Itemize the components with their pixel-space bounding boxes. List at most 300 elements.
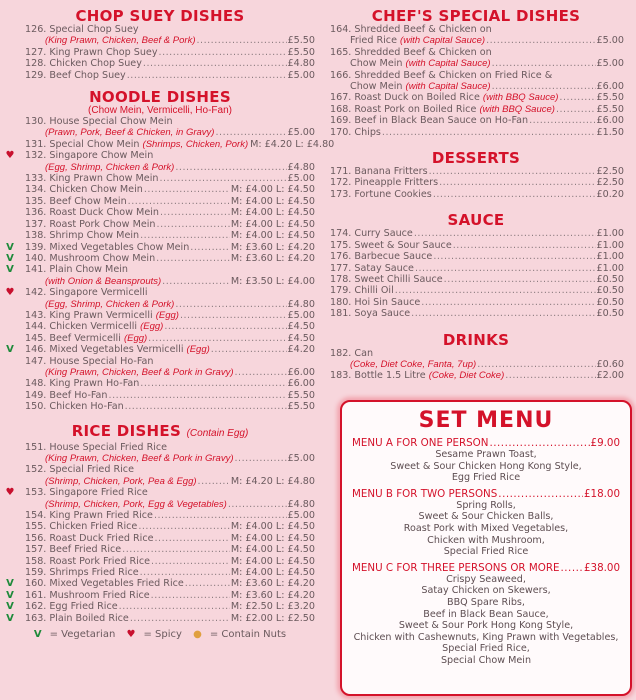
menu-item-row [330, 308, 624, 319]
item-name-wrap [49, 58, 142, 69]
item-name: Mixed Vegetables Chow Mein [49, 241, 190, 253]
item-number: 145. [25, 332, 47, 344]
item-name: Roast Duck on Boiled Rice [354, 92, 480, 104]
item-number: 153. [25, 487, 47, 499]
leader-dots [429, 166, 596, 177]
drinks-heading: DRINKS [442, 330, 510, 349]
item-name-wrap [49, 556, 150, 567]
set-menu-items [342, 500, 630, 558]
set-menu-list [342, 437, 630, 667]
menu-item-row [25, 544, 315, 555]
set-menu-dish: Sweet & Sour Pork Hong Kong Style, [398, 620, 574, 632]
item-price: M: £3.60 L: £4.20 [230, 578, 315, 590]
item-price: £5.00 [287, 69, 315, 81]
set-menu-dish: Crispy Seaweed, [446, 573, 526, 585]
item-number: 138. [25, 230, 47, 242]
leader-dots [415, 263, 596, 274]
item-name: Bottle 1.5 Litre [354, 370, 426, 382]
item-name: Roast Pork Fried Rice [49, 555, 151, 567]
item-number: 155. [25, 521, 47, 533]
item-name: Chow Mein [350, 58, 403, 70]
menu-item-row-cont [25, 162, 315, 173]
item-price: £1.00 [596, 228, 624, 240]
item-name: Chips [354, 126, 381, 138]
item-number: 139. [25, 241, 47, 253]
item-number: 182. [330, 347, 352, 359]
set-menu-label: MENU B FOR TWO PERSONS [352, 487, 498, 500]
item-description: (with Capital Sauce) [405, 81, 491, 93]
item-description: (Egg) [123, 332, 148, 344]
item-price: M: £4.00 L: £4.50 [230, 521, 315, 533]
vegetarian-icon: V [33, 629, 42, 641]
leader-dots [148, 333, 286, 344]
item-price: £5.00 [287, 453, 315, 464]
leader-dots [235, 367, 287, 378]
item-name-wrap [49, 173, 158, 184]
item-desc-wrap [45, 453, 234, 464]
item-name-wrap [354, 285, 393, 296]
item-number: 183. [330, 370, 352, 382]
leader-dots [127, 70, 287, 81]
item-number: 144. [25, 321, 47, 333]
item-name: Beef Fried Rice [49, 544, 122, 556]
leader-dots [421, 297, 595, 308]
item-price: £5.50 [287, 389, 315, 401]
leader-dots [492, 81, 596, 92]
item-price: £1.00 [596, 262, 624, 274]
menu-item-row [330, 251, 624, 262]
item-price: £6.00 [596, 115, 624, 127]
item-name-wrap [354, 297, 420, 308]
menu-item-row [25, 24, 315, 35]
set-menu-box [340, 400, 632, 696]
item-price: M: £4.20 L: £4.80 [230, 475, 315, 487]
item-number: 133. [25, 173, 47, 185]
leader-dots [159, 173, 286, 184]
item-name: Beef Chow Mein [49, 195, 127, 207]
item-number: 137. [25, 218, 47, 230]
item-number: 161. [25, 589, 47, 601]
menu-item-row-cont [25, 299, 315, 310]
leader-dots [175, 162, 286, 173]
set-menu-title: SET MENU [418, 408, 554, 433]
menu-item-row [25, 464, 315, 475]
menu-item-row [25, 390, 315, 401]
item-name: Curry Sauce [354, 228, 413, 240]
menu-item-row [25, 556, 315, 567]
chilli-icon: ♥ [5, 287, 15, 299]
item-price: £5.50 [596, 92, 624, 104]
item-name: Mushroom Fried Rice [49, 589, 150, 601]
item-name: Chicken Ho-Fan [49, 401, 124, 413]
item-price: £2.50 [596, 177, 624, 189]
menu-item-row [330, 370, 624, 381]
item-name: King Prawn Fried Rice [49, 510, 153, 522]
item-number: 167. [330, 92, 352, 104]
sauce-list [322, 228, 630, 319]
menu-item-row [25, 521, 315, 532]
item-name-wrap [49, 613, 128, 624]
item-description: (with BBQ Sauce) [482, 92, 559, 104]
item-number: 169. [330, 115, 352, 127]
menu-item-row [25, 378, 315, 389]
item-number: 150. [25, 401, 47, 413]
item-price: £4.20 [287, 344, 315, 356]
vegetarian-icon: V [6, 241, 14, 253]
item-number: 147. [25, 355, 47, 367]
leader-dots [155, 533, 230, 544]
item-name: Mixed Vegetables Fried Rice [49, 578, 184, 590]
item-name: House Special Fried Rice [49, 441, 168, 453]
item-name-wrap [354, 308, 410, 319]
menu-item-row [25, 442, 315, 453]
menu-item-row [25, 533, 315, 544]
item-description: (Shrimp, Chicken, Pork, Pea & Egg) [45, 475, 197, 487]
leader-dots [190, 242, 230, 253]
item-price: M: £3.60 L: £4.20 [230, 589, 315, 601]
item-price: M: £4.00 L: £4.50 [230, 218, 315, 230]
item-number: 178. [330, 273, 352, 285]
item-price: £5.50 [596, 103, 624, 115]
item-number: 130. [25, 116, 47, 128]
leader-dots [433, 251, 595, 262]
menu-item-row [25, 321, 315, 332]
item-name: Chicken Vermicelli [49, 321, 138, 333]
item-number: 126. [25, 24, 47, 35]
item-desc-wrap [350, 81, 491, 92]
item-name: Roast Pork on Boiled Rice [354, 103, 477, 115]
item-price: £6.00 [287, 366, 315, 378]
item-name-wrap [49, 601, 117, 612]
spicy-legend-label: = Spicy [143, 629, 182, 641]
chop-suey-heading: CHOP SUEY DISHES [75, 7, 245, 25]
item-description: (Egg) [155, 309, 179, 321]
item-number: 175. [330, 239, 352, 251]
item-name-wrap [49, 219, 155, 230]
item-name: Can [354, 347, 374, 359]
menu-item-row [330, 297, 624, 308]
item-desc-wrap [350, 359, 476, 370]
item-number: 152. [25, 464, 47, 476]
set-menu-dish: BBQ Spare Ribs, [447, 596, 525, 608]
menu-item-row [25, 58, 315, 69]
item-description: (with BBQ Sauce) [479, 103, 555, 115]
noodle-subtitle: (Chow Mein, Vermicelli, Ho-Fan) [88, 105, 232, 117]
item-price: M: £4.00 L: £4.50 [230, 532, 315, 544]
item-number: 128. [25, 58, 47, 70]
menu-item-row [330, 70, 624, 81]
leader-dots [151, 556, 230, 567]
leader-dots [130, 613, 230, 624]
item-price: M: £3.60 L: £4.20 [230, 241, 315, 253]
item-name-wrap [354, 228, 412, 239]
set-menu-price: £9.00 [590, 437, 620, 449]
item-number: 157. [25, 544, 47, 556]
item-price: £5.00 [596, 35, 624, 47]
item-description: (King Prawn, Chicken, Beef & Pork) [45, 35, 196, 47]
chef-special-heading: CHEF'S SPECIAL DISHES [371, 7, 581, 25]
item-number: 134. [25, 184, 47, 196]
item-price: M: £2.50 L: £3.20 [230, 601, 315, 613]
leader-dots [151, 590, 230, 601]
item-description: (Coke, Diet Coke) [428, 370, 505, 382]
menu-item-row [6, 578, 315, 590]
item-number: 148. [25, 378, 47, 390]
item-name: Fried Rice [350, 35, 397, 47]
item-name: Banana Fritters [354, 166, 428, 178]
menu-item-row [330, 115, 624, 126]
item-number: 180. [330, 296, 352, 308]
leader-dots [498, 488, 583, 500]
menu-item-row [25, 219, 315, 230]
item-number: 127. [25, 46, 47, 58]
item-name-wrap [49, 139, 248, 150]
item-number: 136. [25, 207, 47, 219]
item-name: Roast Duck Fried Rice [49, 532, 154, 544]
item-price: £5.00 [287, 173, 315, 185]
menu-item-row-cont [25, 127, 315, 138]
leader-dots [529, 115, 595, 126]
leader-dots [140, 567, 230, 578]
item-price: £4.80 [287, 58, 315, 70]
item-number: 158. [25, 555, 47, 567]
menu-item-row [330, 47, 624, 58]
item-price: £2.50 [596, 166, 624, 178]
item-name-wrap [49, 207, 159, 218]
set-menu-dish: Roast Pork with Mixed Vegetables, [403, 522, 569, 534]
item-price: £5.50 [287, 401, 315, 413]
vegetarian-icon: V [6, 589, 14, 601]
set-menu-dish: Sweet & Sour Chicken Balls, [418, 511, 554, 523]
item-number: 135. [25, 195, 47, 207]
leader-dots [128, 196, 230, 207]
rice-heading [0, 423, 320, 442]
item-number: 154. [25, 510, 47, 522]
leader-dots [198, 476, 230, 487]
item-name: King Prawn Vermicelli [49, 309, 153, 321]
item-name: King Prawn Chop Suey [49, 46, 158, 58]
menu-item-row [25, 401, 315, 412]
item-name-wrap [49, 533, 153, 544]
menu-item-row [6, 264, 315, 276]
sauce-heading: SAUCE [447, 211, 505, 230]
item-name-wrap [49, 578, 183, 589]
menu-item-row [25, 70, 315, 81]
chef-special-list [322, 24, 630, 138]
item-price: £4.80 [287, 498, 315, 510]
item-desc-wrap [45, 476, 197, 487]
item-name: Beef Chop Suey [49, 69, 126, 81]
menu-item-row-cont [330, 35, 624, 46]
rice-list [0, 442, 320, 625]
leader-dots [159, 47, 287, 58]
vegetarian-icon: V [6, 612, 14, 624]
item-name: Plain Boiled Rice [49, 612, 129, 624]
nuts-legend-label: = Contain Nuts [209, 629, 287, 641]
item-price: £1.50 [596, 126, 624, 138]
leader-dots [453, 240, 596, 251]
item-description: (Egg, Shrimp, Chicken & Pork) [45, 161, 175, 173]
item-name-wrap [49, 567, 138, 578]
leader-dots [477, 359, 595, 370]
item-name-wrap [354, 92, 558, 103]
set-menu-dish: Spring Rolls, [456, 499, 516, 511]
item-price: £0.50 [596, 296, 624, 308]
item-name: Pineapple Fritters [354, 177, 439, 189]
item-number: 140. [25, 252, 47, 264]
item-name-wrap [49, 333, 147, 344]
menu-item-row [25, 356, 315, 367]
item-number: 181. [330, 308, 352, 320]
item-price: M: £3.50 L: £4.00 [230, 275, 315, 287]
item-name: Special Fried Rice [49, 464, 134, 476]
menu-item-row [330, 348, 624, 359]
item-name-wrap [49, 230, 139, 241]
item-price: M: £4.00 L: £4.50 [230, 555, 315, 567]
vegetarian-icon: V [6, 252, 14, 264]
item-price: M: £3.60 L: £4.20 [230, 252, 315, 264]
item-description: (Shrimp, Chicken, Pork, Egg & Vegetables) [45, 498, 227, 510]
item-number: 171. [330, 166, 352, 178]
item-price: M: £4.20 L: £4.80 [250, 138, 335, 150]
item-desc-wrap [350, 35, 485, 46]
item-name-wrap [49, 242, 189, 253]
menu-item-row-cont [25, 499, 315, 510]
item-name: Special Chop Suey [49, 24, 139, 35]
item-price: M: £4.00 L: £4.50 [230, 195, 315, 207]
set-menu-label: MENU A FOR ONE PERSON [352, 437, 489, 449]
item-name-wrap [49, 321, 163, 332]
item-price: £5.00 [596, 58, 624, 70]
item-number: 160. [25, 578, 47, 590]
item-number: 129. [25, 69, 47, 81]
menu-item-row [330, 127, 624, 138]
menu-item-row-cont [25, 453, 315, 464]
set-menu-header [352, 562, 620, 574]
item-price: M: £4.00 L: £4.50 [230, 207, 315, 219]
menu-item-row-cont [25, 35, 315, 46]
item-number: 168. [330, 103, 352, 115]
set-menu-dish: Special Chow Mein [440, 654, 532, 666]
item-number: 170. [330, 126, 352, 138]
item-description: (Egg, Shrimp, Chicken & Pork) [45, 298, 175, 310]
nut-icon: ● [193, 629, 202, 641]
leader-dots [160, 207, 230, 218]
legend [0, 629, 320, 640]
item-name-wrap [49, 196, 126, 207]
item-name-wrap [49, 521, 137, 532]
chilli-icon: ♥ [5, 487, 15, 499]
item-name: Roast Pork Chow Mein [49, 218, 156, 230]
menu-item-row [330, 189, 624, 200]
item-name-wrap [354, 166, 427, 177]
item-price: £0.50 [596, 285, 624, 297]
menu-item-row [6, 601, 315, 613]
item-name-wrap [354, 263, 414, 274]
item-number: 176. [330, 251, 352, 263]
drinks-list [322, 348, 630, 382]
menu-item-row [6, 344, 315, 356]
item-name-wrap [354, 274, 442, 285]
set-menu-label: MENU C FOR THREE PERSONS OR MORE [352, 561, 560, 574]
item-name-wrap [354, 189, 431, 200]
leader-dots [556, 104, 596, 115]
leader-dots [122, 544, 230, 555]
menu-item-row [25, 310, 315, 321]
item-name: Roast Duck Chow Mein [49, 207, 159, 219]
set-menu-dish: Satay Chicken on Skewers, [421, 585, 551, 597]
item-name-wrap [49, 47, 157, 58]
set-menu-dish: Sesame Prawn Toast, [435, 449, 537, 460]
leader-dots [138, 521, 230, 532]
leader-dots [125, 401, 287, 412]
item-description: (Egg) [186, 344, 210, 356]
item-name: Soya Sauce [354, 308, 411, 320]
chilli-icon: ♥ [126, 629, 136, 641]
item-number: 173. [330, 188, 352, 200]
menu-item-row-cont [25, 367, 315, 378]
item-number: 142. [25, 287, 47, 299]
set-menu-items [342, 449, 630, 484]
leader-dots [414, 228, 596, 239]
item-price: £4.80 [287, 161, 315, 173]
item-price: £4.80 [287, 298, 315, 310]
item-name-wrap [49, 310, 179, 321]
set-menu-dish: Special Fried Rice [443, 546, 529, 558]
item-price: £0.60 [596, 358, 624, 370]
leader-dots [180, 310, 287, 321]
noodle-heading: NOODLE DISHES [89, 88, 231, 107]
item-name-wrap [49, 378, 139, 389]
menu-item-row [25, 47, 315, 58]
item-description: (Prawn, Pork, Beef & Chicken, in Gravy) [45, 127, 215, 139]
item-desc-wrap [45, 367, 234, 378]
noodle-list [0, 116, 335, 413]
item-name: Beef in Black Bean Sauce on Ho-Fan [354, 115, 529, 127]
item-name-wrap [49, 401, 123, 412]
item-desc-wrap [45, 162, 174, 173]
leader-dots [395, 285, 596, 296]
right-column [322, 0, 630, 382]
item-price: £1.00 [596, 239, 624, 251]
set-menu-dish: Sweet & Sour Chicken Hong Kong Style, [390, 460, 582, 472]
item-price: £6.00 [287, 378, 315, 390]
item-number: 151. [25, 441, 47, 453]
item-description: (King Prawn, Chicken, Beef & Pork in Gravy) [45, 453, 234, 464]
menu-item-row [5, 487, 315, 499]
leader-dots [505, 370, 595, 381]
item-price: £5.00 [287, 510, 315, 522]
menu-item-row [25, 116, 315, 127]
leader-dots [215, 127, 286, 138]
set-menu-dish: Chicken with Mushroom, [427, 534, 545, 546]
menu-item-row [330, 228, 624, 239]
item-number: 172. [330, 177, 352, 189]
menu-item-row [6, 589, 315, 601]
item-desc-wrap [45, 499, 227, 510]
item-name-wrap [354, 127, 381, 138]
menu-item-row [5, 287, 315, 299]
leader-dots [489, 437, 589, 449]
item-name: Mushroom Chow Mein [49, 252, 156, 264]
set-menu-dish: Chicken with Cashewnuts, King Prawn with Vegetables, [353, 631, 619, 643]
item-number: 159. [25, 567, 47, 579]
item-name: Chicken Chop Suey [49, 58, 142, 70]
leader-dots [235, 453, 287, 464]
leader-dots [109, 390, 287, 401]
item-name: Satay Sauce [354, 262, 414, 274]
item-name-wrap [354, 177, 438, 188]
